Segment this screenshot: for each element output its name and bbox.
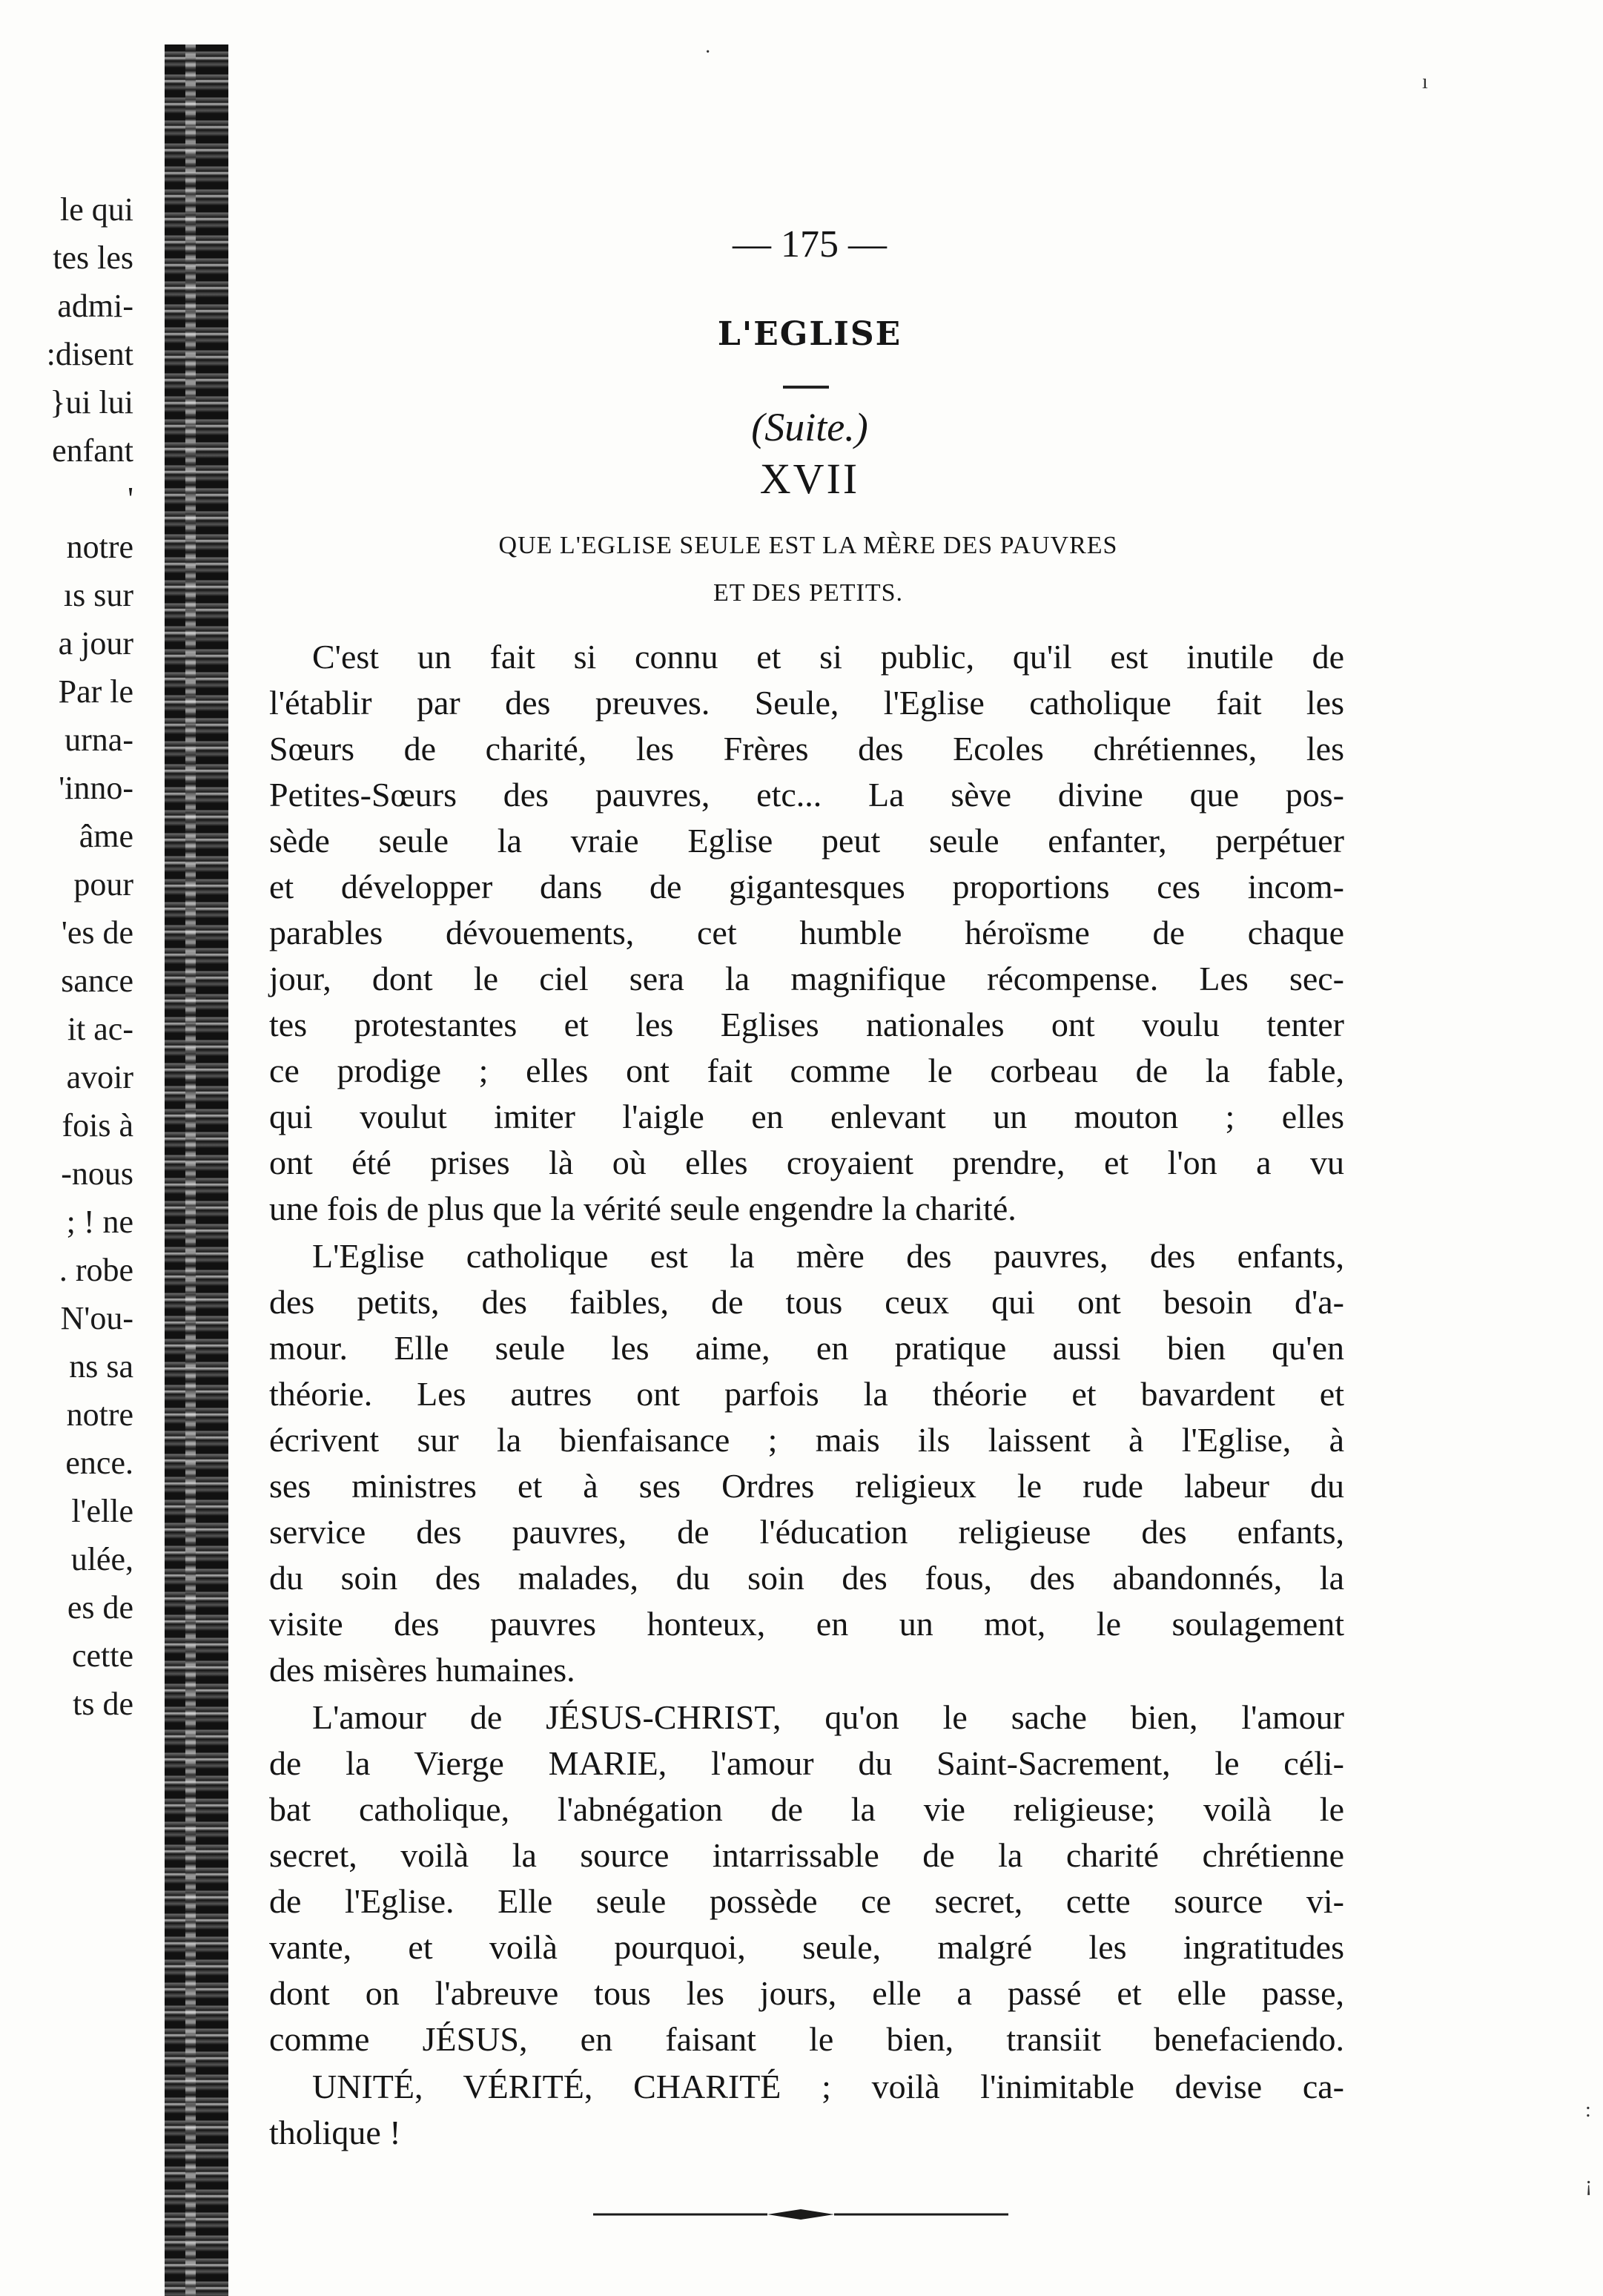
left-fragment: cette: [71, 1637, 133, 1674]
left-fragment: ıs sur: [63, 577, 133, 613]
left-fragment: es de: [67, 1589, 133, 1626]
chapter-heading: [311, 522, 1305, 617]
left-fragment: 'inno-: [59, 770, 133, 806]
title-rule: [783, 386, 829, 389]
body-line: une fois de plus que la vérité seule engendre la charité.: [269, 1190, 1017, 1227]
body-line: C'est un fait si connu et si public, qu'il est inutile de: [312, 638, 1344, 676]
body-line: L'amour de JÉSUS-CHRIST, qu'on le sache bien, l'amour: [312, 1698, 1344, 1736]
left-fragment: urna-: [65, 722, 133, 758]
body-line: des misères humaines.: [269, 1651, 575, 1689]
book-spine-gutter: [165, 44, 228, 2296]
chapter-heading-line: QUE L'EGLISE SEULE EST LA MÈRE DES PAUVRES: [498, 532, 1118, 559]
left-fragment: pour: [73, 866, 133, 903]
body-line: écrivent sur la bienfaisance ; mais ils laissent à l'Eglise, à: [269, 1421, 1344, 1459]
body-line: théorie. Les autres ont parfois la théorie et bavardent et: [269, 1375, 1344, 1413]
body-line: ont été prises là où elles croyaient prendre, et l'on a vu: [269, 1144, 1344, 1181]
body-line: qui voulut imiter l'aigle en enlevant un mouton ; elles: [269, 1098, 1344, 1135]
left-fragment: notre: [66, 1396, 133, 1433]
body-line: bat catholique, l'abnégation de la vie religieuse; voilà le: [269, 1790, 1344, 1828]
body-line: et développer dans de gigantesques proportions ces incom-: [269, 868, 1344, 905]
left-fragment: ; ! ne: [66, 1204, 133, 1240]
left-fragment: :disent: [46, 336, 133, 372]
body-line: tholique !: [269, 2114, 401, 2151]
body-line: L'Eglise catholique est la mère des pauvres, des enfants,: [312, 1237, 1344, 1275]
body-line: ce prodige ; elles ont fait comme le corbeau de la fable,: [269, 1052, 1344, 1089]
body-line: dont on l'abreuve tous les jours, elle a passé et elle passe,: [269, 1974, 1344, 2012]
left-fragment: enfant: [52, 432, 133, 469]
body-line: ses ministres et à ses Ordres religieux le rude labeur du: [269, 1467, 1344, 1505]
stray-mark: ı: [1422, 70, 1428, 93]
stray-mark: ·: [704, 41, 712, 64]
left-fragment: avoir: [66, 1059, 133, 1095]
left-fragment: it ac-: [67, 1011, 133, 1047]
stray-mark: :: [1585, 2099, 1591, 2122]
left-fragment: N'ou-: [60, 1300, 133, 1336]
body-line: des petits, des faibles, de tous ceux qui ont besoin d'a-: [269, 1283, 1344, 1321]
left-fragment: }ui lui: [50, 384, 133, 420]
body-line: Petites-Sœurs des pauvres, etc... La sève divine que pos-: [269, 776, 1344, 814]
body-line: Sœurs de charité, les Frères des Ecoles chrétiennes, les: [269, 730, 1344, 768]
body-line: tes protestantes et les Eglises nationales ont voulu tenter: [269, 1006, 1344, 1043]
left-fragment: notre: [66, 529, 133, 565]
body-line: jour, dont le ciel sera la magnifique récompense. Les sec-: [269, 960, 1344, 997]
subtitle: (Suite.): [751, 405, 868, 449]
left-fragment: ts de: [73, 1686, 133, 1722]
body-line: vante, et voilà pourquoi, seule, malgré les ingratitudes: [269, 1928, 1344, 1966]
body-line: visite des pauvres honteux, en un mot, le soulagement: [269, 1605, 1344, 1643]
stray-mark: ¡: [1585, 2173, 1593, 2196]
body-line: de la Vierge MARIE, l'amour du Saint-Sacrement, le céli-: [269, 1744, 1344, 1782]
left-fragment: ulée,: [70, 1541, 133, 1577]
page-title: L'EGLISE: [717, 315, 902, 353]
left-fragment: admi-: [57, 288, 133, 324]
body-line: comme JÉSUS, en faisant le bien, transiit benefaciendo.: [269, 2020, 1344, 2058]
body-line: mour. Elle seule les aime, en pratique aussi bien qu'en: [269, 1329, 1344, 1367]
left-fragment: ns sa: [69, 1348, 133, 1385]
body-line: l'établir par des preuves. Seule, l'Eglise catholique fait les: [269, 684, 1344, 722]
left-fragment: sance: [61, 963, 133, 999]
left-fragment: âme: [79, 818, 133, 854]
chapter-heading-line: ET DES PETITS.: [713, 579, 904, 607]
left-fragment: a jour: [58, 625, 133, 662]
body-line: UNITÉ, VÉRITÉ, CHARITÉ ; voilà l'inimitable devise ca-: [312, 2068, 1344, 2105]
left-fragment: ': [128, 481, 133, 517]
chapter-number: XVII: [759, 455, 860, 503]
body-line: service des pauvres, de l'éducation religieuse des enfants,: [269, 1513, 1344, 1551]
body-line: sède seule la vraie Eglise peut seule enfanter, perpétuer: [269, 822, 1344, 860]
body-line: parables dévouements, cet humble héroïsme de chaque: [269, 914, 1344, 951]
left-fragment: le qui: [60, 191, 133, 228]
left-fragment: -nous: [61, 1155, 133, 1192]
body-line: du soin des malades, du soin des fous, des abandonnés, la: [269, 1559, 1344, 1597]
left-fragment: tes les: [53, 240, 133, 276]
page-number: — 175 —: [733, 223, 887, 265]
left-fragment: ence.: [65, 1445, 133, 1481]
left-fragment: fois à: [62, 1107, 133, 1144]
body-line: de l'Eglise. Elle seule possède ce secret, cette source vi-: [269, 1882, 1344, 1920]
body-line: secret, voilà la source intarrissable de la charité chrétienne: [269, 1836, 1344, 1874]
left-fragment: l'elle: [71, 1493, 133, 1529]
left-fragment: . robe: [59, 1252, 133, 1288]
end-ornament: [593, 2206, 1008, 2223]
left-fragment: Par le: [58, 673, 133, 710]
left-fragment: 'es de: [61, 914, 133, 951]
